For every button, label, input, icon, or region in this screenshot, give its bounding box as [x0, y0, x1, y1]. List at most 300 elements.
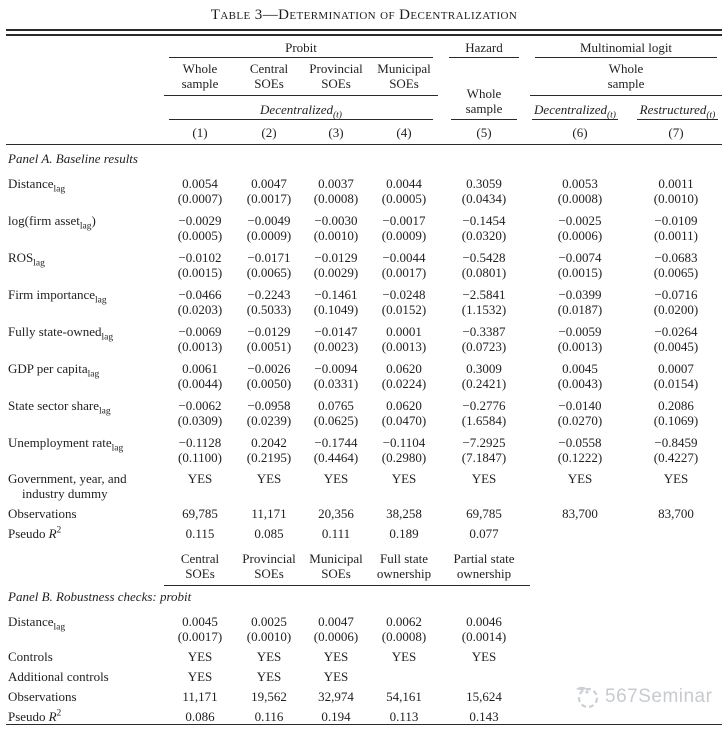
header-text: Provincial [309, 60, 363, 76]
cell-value: 0.085 [254, 525, 284, 541]
header-text: Central [249, 60, 289, 76]
coefficient-cell [236, 206, 302, 243]
coefficient-cell [438, 428, 530, 465]
cell-value: YES [256, 470, 282, 486]
mlogit-sample-header [530, 58, 722, 96]
row-label-subscript: lag [95, 295, 107, 306]
standard-error: (0.0015) [177, 264, 223, 280]
cell-value: YES [323, 668, 349, 684]
column-number: (3) [328, 124, 344, 140]
row-label-text: Observations [8, 688, 77, 704]
standard-error: (0.2980) [381, 449, 427, 465]
estimate-value: 0.0047 [318, 613, 354, 629]
empty-cell [630, 607, 722, 644]
estimate-value: −0.0558 [558, 434, 602, 450]
coefficient-cell [530, 317, 630, 354]
coefficient-cell [438, 206, 530, 243]
value-cell [370, 501, 438, 521]
header-text: SOEs [185, 565, 215, 581]
value-cell [370, 664, 438, 684]
standard-error: (0.0723) [461, 338, 507, 354]
value-cell [438, 501, 530, 521]
estimate-value: −0.2776 [462, 397, 506, 413]
col2-header [236, 58, 302, 96]
group-probit-label: Probit [169, 40, 433, 58]
panelb-col1-header [164, 548, 236, 586]
coefficient-cell [236, 280, 302, 317]
standard-error: (0.0270) [557, 412, 603, 428]
col5-header [438, 58, 530, 120]
coefficient-cell [236, 169, 302, 206]
table-footer [6, 724, 722, 727]
header-text: Whole [608, 60, 644, 76]
coefficient-cell [370, 317, 438, 354]
value-cell [302, 465, 370, 501]
coefficient-row [6, 391, 722, 428]
value-cell [236, 521, 302, 541]
estimate-value: −0.0029 [178, 212, 222, 228]
estimate-value: 0.0054 [182, 175, 218, 191]
standard-error: (0.0013) [381, 338, 427, 354]
coefficient-row [6, 607, 722, 644]
panel-a-rows [6, 169, 722, 541]
coefficient-cell [370, 354, 438, 391]
coefficient-cell [438, 243, 530, 280]
header-text: sample [607, 75, 645, 91]
coefficient-cell [438, 169, 530, 206]
cell-value: 15,624 [466, 688, 502, 704]
cell-value: 69,785 [182, 505, 218, 521]
estimate-value: −0.0248 [382, 286, 426, 302]
empty-cell [6, 58, 164, 96]
standard-error: (0.0017) [381, 264, 427, 280]
value-cell [164, 465, 236, 501]
watermark [574, 683, 712, 710]
standard-error: (0.5033) [246, 301, 292, 317]
standard-error: (0.0029) [313, 264, 359, 280]
row-label-text: Pseudo [8, 525, 46, 541]
column-number: (7) [668, 124, 684, 140]
estimate-value: −0.0044 [382, 249, 426, 265]
standard-error: (7.1847) [461, 449, 507, 465]
standard-error: (0.0320) [461, 227, 507, 243]
column-number: (6) [572, 124, 588, 140]
standard-error: (0.4227) [653, 449, 699, 465]
cell-value: YES [256, 668, 282, 684]
value-cell [302, 684, 370, 704]
row-label-subscript: lag [98, 406, 111, 417]
coefficient-row [6, 169, 722, 206]
estimate-value: −7.2925 [462, 434, 506, 450]
cell-value: YES [391, 470, 417, 486]
estimate-value: −0.0025 [558, 212, 602, 228]
estimate-value: −0.0958 [247, 397, 291, 413]
standard-error: (0.0470) [381, 412, 427, 428]
group-hazard-cell [438, 35, 530, 58]
estimate-value: −0.1128 [178, 434, 222, 450]
estimate-value: −0.0716 [654, 286, 698, 302]
coefficient-cell [236, 243, 302, 280]
probit-depvar-label [169, 102, 433, 120]
estimate-value: −0.0140 [558, 397, 602, 413]
row-label-text: ROS [8, 249, 34, 265]
coefficient-cell [438, 607, 530, 644]
row-label-subscript: lag [33, 258, 45, 269]
row-label [6, 465, 164, 501]
row-label-superscript: 2 [56, 708, 62, 719]
coefficient-cell [302, 169, 370, 206]
value-cell [438, 644, 530, 664]
cell-value: 20,356 [318, 505, 354, 521]
estimate-value: 0.0037 [318, 175, 354, 191]
row-label-text: Unemployment rate [8, 434, 112, 450]
estimate-value: 0.0025 [251, 613, 287, 629]
table-header [6, 30, 722, 148]
estimate-value: −0.0399 [558, 286, 602, 302]
cell-value: 11,171 [182, 688, 218, 704]
standard-error: (0.0050) [246, 375, 292, 391]
coefficient-cell [302, 428, 370, 465]
value-cell [302, 644, 370, 664]
sample-header-row [6, 58, 722, 96]
coefficient-cell [438, 391, 530, 428]
row-label-subscript: lag [111, 443, 124, 454]
coefficient-cell [530, 280, 630, 317]
standard-error: (0.0005) [381, 190, 427, 206]
row-label [6, 317, 164, 354]
header-text: Whole [182, 60, 218, 76]
header-text: Whole [466, 85, 502, 101]
stat-row [6, 501, 722, 521]
panel-b-title: Panel B. Robustness checks: probit [8, 588, 192, 604]
row-label [6, 501, 164, 521]
estimate-value: −0.0683 [654, 249, 698, 265]
coefficient-cell [530, 391, 630, 428]
standard-error: (0.1049) [313, 301, 359, 317]
column-number: (5) [476, 124, 492, 140]
coefficient-cell [236, 354, 302, 391]
panelb-col3-header [302, 548, 370, 586]
estimate-value: −0.0147 [314, 323, 358, 339]
rule-line [6, 724, 722, 727]
cell-value: YES [256, 648, 282, 664]
row-label [6, 391, 164, 428]
estimate-value: 0.0001 [386, 323, 422, 339]
stat-row [6, 664, 722, 684]
coefficient-cell [630, 206, 722, 243]
coefficient-cell [164, 243, 236, 280]
value-cell [302, 501, 370, 521]
group-mlogit-label: Multinomial logit [535, 40, 717, 58]
value-cell [630, 465, 722, 501]
header-text: ownership [456, 565, 512, 581]
coefficient-cell [370, 206, 438, 243]
estimate-value: 0.3009 [466, 360, 502, 376]
row-label-text: Additional controls [8, 668, 109, 684]
value-cell [164, 644, 236, 664]
estimate-value: −0.1454 [462, 212, 506, 228]
estimate-value: 0.0047 [251, 175, 287, 191]
coefficient-cell [236, 607, 302, 644]
coefficient-cell [302, 607, 370, 644]
estimate-value: −0.0129 [247, 323, 291, 339]
standard-error: (0.2195) [246, 449, 292, 465]
value-cell [530, 501, 630, 521]
cell-value: 0.113 [389, 708, 419, 724]
empty-cell [530, 644, 630, 664]
standard-error: (0.4464) [313, 449, 359, 465]
value-cell [530, 521, 630, 541]
estimate-value: 0.0045 [182, 613, 218, 629]
row-label [6, 521, 164, 541]
row-label-symbol: R [48, 525, 57, 541]
estimate-value: 0.0062 [386, 613, 422, 629]
standard-error: (0.2421) [461, 375, 507, 391]
standard-error: (0.0014) [461, 628, 507, 644]
value-cell [438, 684, 530, 704]
col7-depvar-cell [630, 95, 722, 120]
row-label-text: Observations [8, 505, 77, 521]
standard-error: (0.0005) [177, 227, 223, 243]
header-text: ownership [376, 565, 432, 581]
value-cell [302, 521, 370, 541]
watermark-label: 567Seminar [605, 685, 713, 707]
standard-error: (0.1100) [178, 449, 222, 465]
coefficient-cell [236, 391, 302, 428]
value-cell [236, 644, 302, 664]
model-group-row [6, 35, 722, 58]
estimate-value: 0.0011 [658, 175, 694, 191]
value-cell [164, 664, 236, 684]
standard-error: (0.0013) [557, 338, 603, 354]
value-cell [236, 664, 302, 684]
standard-error: (0.0008) [313, 190, 359, 206]
row-label-text: log(firm asset [8, 212, 80, 228]
depvar-subscript: (t) [606, 110, 616, 121]
standard-error: (0.0044) [177, 375, 223, 391]
coefficient-cell [630, 280, 722, 317]
standard-error: (0.0203) [177, 301, 223, 317]
coefficient-cell [164, 169, 236, 206]
empty-cell [6, 35, 164, 58]
header-text: sample [465, 100, 503, 116]
coefficient-cell [164, 428, 236, 465]
value-cell [370, 644, 438, 664]
value-cell [370, 521, 438, 541]
estimate-value: −0.0030 [314, 212, 358, 228]
coefficient-cell [370, 169, 438, 206]
value-cell [164, 521, 236, 541]
panelb-col4-header [370, 548, 438, 586]
value-cell [164, 501, 236, 521]
standard-error: (0.0065) [246, 264, 292, 280]
coefficient-row [6, 428, 722, 465]
row-label-line2: industry dummy [22, 485, 108, 501]
standard-error: (0.0434) [461, 190, 507, 206]
stat-row [6, 644, 722, 664]
standard-error: (0.0239) [246, 412, 292, 428]
standard-error: (0.0309) [177, 412, 223, 428]
regression-table [6, 29, 722, 727]
coefficient-cell [530, 354, 630, 391]
empty-cell [6, 541, 722, 548]
row-label [6, 664, 164, 684]
standard-error: (0.0010) [653, 190, 699, 206]
standard-error: (0.0017) [246, 190, 292, 206]
estimate-value: −0.0049 [247, 212, 291, 228]
cell-value: YES [471, 648, 497, 664]
cell-value: 0.116 [254, 708, 284, 724]
coefficient-cell [370, 243, 438, 280]
cell-value: YES [187, 648, 213, 664]
stat-row [6, 521, 722, 541]
value-cell [236, 704, 302, 725]
empty-cell [6, 548, 164, 586]
estimate-value: 0.2042 [251, 434, 287, 450]
coefficient-cell [530, 169, 630, 206]
cell-value: YES [663, 470, 689, 486]
coefficient-cell [302, 391, 370, 428]
coefficient-cell [630, 354, 722, 391]
standard-error: (1.1532) [461, 301, 507, 317]
row-label-suffix: ) [91, 212, 96, 228]
row-label-text: Controls [8, 648, 53, 664]
coefficient-cell [302, 243, 370, 280]
stat-row [6, 465, 722, 501]
row-label-text: Firm importance [8, 286, 96, 302]
dependent-variable-row [6, 95, 722, 120]
cell-value: YES [471, 470, 497, 486]
panelb-col5-header [438, 548, 530, 586]
coefficient-row [6, 206, 722, 243]
value-cell [438, 664, 530, 684]
row-label-text: State sector share [8, 397, 99, 413]
estimate-value: −0.0069 [178, 323, 222, 339]
value-cell [164, 684, 236, 704]
estimate-value: −0.0026 [247, 360, 291, 376]
estimate-value: 0.0061 [182, 360, 218, 376]
standard-error: (0.0045) [653, 338, 699, 354]
standard-error: (0.0625) [313, 412, 359, 428]
value-cell [370, 684, 438, 704]
coefficient-row [6, 243, 722, 280]
estimate-value: −0.0062 [178, 397, 222, 413]
estimate-value: 0.0053 [562, 175, 598, 191]
cell-value: YES [323, 648, 349, 664]
cell-value: 38,258 [386, 505, 422, 521]
standard-error: (0.0331) [313, 375, 359, 391]
row-label-subscript: lag [101, 332, 114, 343]
coefficient-cell [370, 428, 438, 465]
coefficient-cell [164, 607, 236, 644]
standard-error: (0.0006) [557, 227, 603, 243]
estimate-value: −0.0129 [314, 249, 358, 265]
estimate-value: −0.0109 [654, 212, 698, 228]
panel-a [6, 148, 722, 169]
standard-error: (0.0224) [381, 375, 427, 391]
standard-error: (0.0007) [177, 190, 223, 206]
cell-value: 69,785 [466, 505, 502, 521]
coefficient-cell [370, 391, 438, 428]
cell-value: 0.086 [185, 708, 215, 724]
coefficient-row [6, 354, 722, 391]
coefficient-cell [236, 428, 302, 465]
watermark-logo-icon [574, 683, 600, 710]
estimate-value: 0.0620 [386, 397, 422, 413]
hazard-sample-label [451, 86, 517, 120]
coefficient-cell [164, 280, 236, 317]
estimate-value: 0.0044 [386, 175, 422, 191]
panelb-col2-header [236, 548, 302, 586]
panel-a-title-row [6, 148, 722, 169]
value-cell [370, 704, 438, 725]
value-cell [630, 521, 722, 541]
row-label [6, 704, 164, 725]
row-label [6, 206, 164, 243]
empty-cell [6, 120, 164, 145]
coefficient-cell [530, 428, 630, 465]
standard-error: (1.6584) [461, 412, 507, 428]
standard-error: (0.0154) [653, 375, 699, 391]
empty-cell [530, 548, 630, 586]
row-label [6, 280, 164, 317]
value-cell [370, 465, 438, 501]
estimate-value: 0.3059 [466, 175, 502, 191]
cell-value: YES [391, 648, 417, 664]
header-text: Full state [379, 550, 429, 566]
coefficient-cell [236, 317, 302, 354]
row-label [6, 607, 164, 644]
column-number: (4) [396, 124, 412, 140]
row-label-text: Fully state-owned [8, 323, 102, 339]
group-probit-cell [164, 35, 438, 58]
panel-b-header-row [6, 548, 722, 586]
cell-value: YES [323, 470, 349, 486]
coefficient-cell [630, 391, 722, 428]
cell-value: 32,974 [318, 688, 354, 704]
cell-value: 0.189 [389, 525, 419, 541]
standard-error: (0.0200) [653, 301, 699, 317]
coefficient-cell [302, 354, 370, 391]
standard-error: (0.0010) [313, 227, 359, 243]
standard-error: (0.0011) [654, 227, 698, 243]
cell-value: 0.115 [185, 525, 215, 541]
estimate-value: −0.0094 [314, 360, 358, 376]
standard-error: (0.0051) [246, 338, 292, 354]
row-label-symbol: R [48, 708, 57, 724]
value-cell [164, 704, 236, 725]
header-text: Municipal [309, 550, 363, 566]
estimate-value: −0.2243 [247, 286, 291, 302]
estimate-value: 0.0765 [318, 397, 354, 413]
estimate-value: −0.0171 [247, 249, 291, 265]
row-label-superscript: 2 [56, 525, 62, 536]
cell-value: 0.194 [321, 708, 351, 724]
standard-error: (0.0017) [177, 628, 223, 644]
cell-value: YES [567, 470, 593, 486]
col7-depvar-label [637, 102, 718, 120]
estimate-value: −2.5841 [462, 286, 506, 302]
header-text: SOEs [389, 75, 419, 91]
coefficient-row [6, 280, 722, 317]
cell-value: 0.143 [469, 708, 499, 724]
estimate-value: 0.0007 [658, 360, 694, 376]
estimate-value: 0.2086 [658, 397, 694, 413]
estimate-value: −0.0059 [558, 323, 602, 339]
coefficient-cell [530, 206, 630, 243]
cell-value: 83,700 [562, 505, 598, 521]
row-label-subscript: lag [53, 622, 66, 633]
